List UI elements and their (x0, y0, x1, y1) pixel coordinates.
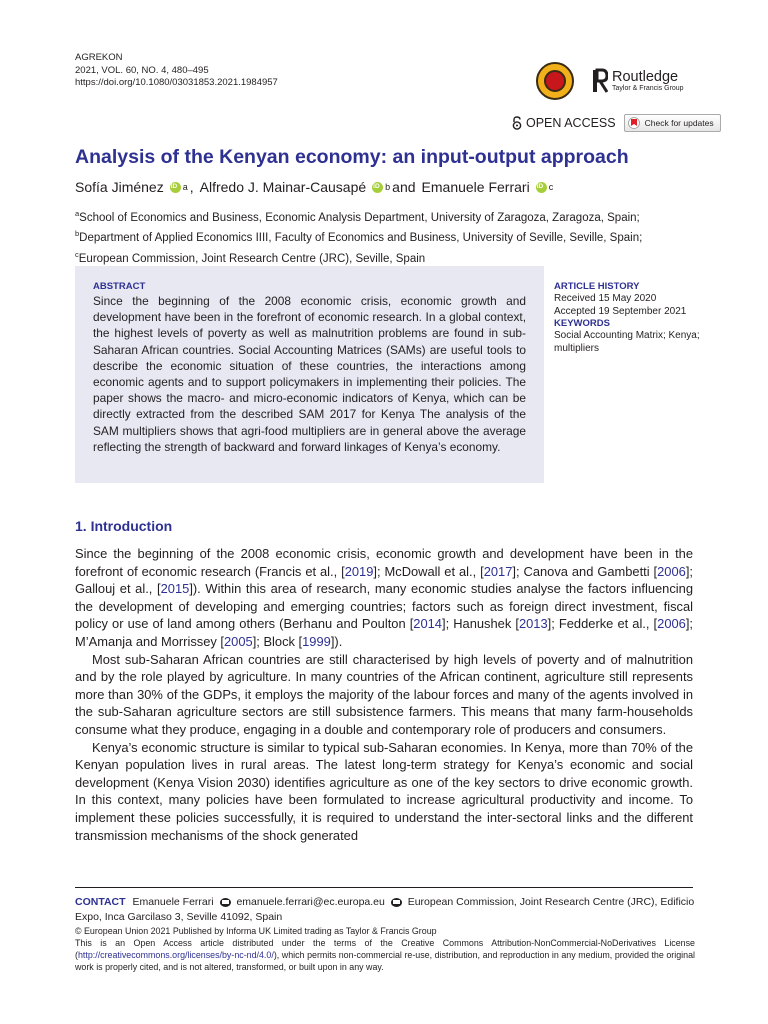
license-text-before: This is an Open Access article distributed under the terms of the Creative Commons Attribution-NonCommercial-NoDerivatives License ( (75, 938, 695, 960)
crossmark-icon (628, 117, 640, 129)
author-name[interactable]: Alfredo J. Mainar-Causapé (199, 179, 367, 195)
received-date: Received 15 May 2020 (554, 293, 657, 304)
affiliation-sup: a (75, 209, 80, 218)
contact-name: Emanuele Ferrari (132, 896, 214, 908)
citation-link[interactable]: 1999 (302, 633, 331, 649)
affiliation-text: Department of Applied Economics IIII, Faculty of Economics and Business, University of Seville, Seville, Spain; (79, 232, 643, 245)
citation-link[interactable]: 2006 (657, 616, 686, 632)
journal-name: AGREKON (75, 52, 123, 63)
open-access-label: OPEN ACCESS (526, 116, 616, 130)
paragraph-2: Most sub-Saharan African countries are still characterised by high levels of poverty and of malnutrition and by the role played by agriculture. In many countries of the African continent, agriculture still represents more than 30% of the GDPs, it employs the majority of the labour forces and many of the agents involved in the sub-Saharan agriculture sectors are still subsistence farmers. This means that many farm-households consume what they produce, engaging in a double and contemporary role of producers and consumers. (75, 651, 693, 737)
keywords-text: Social Accounting Matrix; Kenya; multipliers (554, 330, 700, 354)
paragraph-text: ]). (330, 633, 343, 649)
copyright-line: © European Union 2021 Published by Informa UK Limited trading as Taylor & Francis Group (75, 926, 437, 936)
article-sidebar (554, 281, 704, 355)
abstract-text: Since the beginning of the 2008 economic crisis, economic growth and development have been in the forefront of economic research. In a global context, the highest levels of poverty as well as malnutrition problems are found in sub-Saharan African countries. Social Accounting Matrices (SAMs) are useful tools to describe the economic situation of these countries, the interactions among economic agents and to support policymakers in implementing their policies. The paper shows the macro- and micro-economic indicators of Kenya, which can be directly extracted from the described SAM 2017 for Kenya The analysis of the SAM multipliers shows that agri-food multipliers are in general above the average reflecting the strength of backward and forward linkages of Kenya’s economy. (93, 294, 526, 454)
footnote-rule (75, 887, 693, 888)
journal-info (75, 52, 278, 90)
orcid-icon[interactable] (372, 182, 383, 193)
keywords-label: KEYWORDS (554, 318, 610, 329)
license-text-after: ), which permits non-commercial re-use, distribution, and reproduction in any medium, provided the original work is properly cited, and is not altered, transformed, or built upon in any way. (75, 950, 695, 972)
author-separator: and (392, 179, 416, 195)
author-affil-sup: c (548, 182, 554, 192)
affiliation-sup: c (75, 249, 79, 259)
author-name[interactable]: Emanuele Ferrari (421, 179, 530, 195)
access-row (512, 114, 721, 132)
abstract-box (75, 266, 544, 483)
author-affil-sup: a (182, 182, 188, 192)
email-icon (220, 898, 231, 907)
orcid-icon[interactable] (170, 182, 181, 193)
routledge-r-icon (592, 68, 608, 94)
citation-link[interactable]: 2013 (518, 616, 548, 632)
abstract-label: ABSTRACT (93, 281, 146, 292)
open-lock-icon (512, 116, 522, 130)
paragraph-text: ]; Gallouj et al., [ (75, 563, 693, 597)
open-access-badge (512, 116, 616, 130)
citation-link[interactable]: 2014 (413, 616, 442, 632)
body-text (75, 545, 693, 844)
journal-issue: 2021, VOL. 60, NO. 4, 480–495 (75, 64, 209, 76)
journal-seal-icon (536, 62, 574, 100)
paragraph-3: Kenya’s economic structure is similar to typical sub-Saharan economies. In Kenya, more than 70% of the Kenyan population lives in rural areas. The latest long-term strategy for Kenya’s economic and social development (Kenya Vision 2030) identifies agriculture as one of the key sectors to drive economic growth. In this context, many policies have been formulated to increase agricultural productivity and income. To implement these policies successfully, it is required to understand the inter-sectoral links and the different transmission mechanisms of the shock generated (75, 739, 693, 843)
citation-link[interactable]: 2015 (160, 581, 190, 597)
contact-address: European Commission, Joint Research Centre (JRC), Edificio Expo, Inca Garcilaso 3, Seville 41092, Spain (75, 896, 695, 923)
paragraph-text: ]; Block [ (252, 633, 303, 649)
check-updates-button[interactable] (624, 114, 721, 132)
paragraph-text: ]; Hanushek [ (441, 616, 519, 632)
accepted-date: Accepted 19 September 2021 (554, 305, 687, 317)
section-heading: 1. Introduction (75, 518, 173, 534)
citation-link[interactable]: 2005 (224, 633, 253, 649)
publisher-name: Routledge (612, 69, 679, 85)
license-text (75, 937, 695, 973)
contact-info (75, 895, 695, 924)
affiliation-line (75, 206, 642, 226)
paragraph-text: ]; McDowall et al., [ (373, 563, 484, 579)
history-label: ARTICLE HISTORY (554, 281, 640, 292)
orcid-icon[interactable] (536, 182, 547, 193)
paragraph-text: Since the beginning of the 2008 economic crisis, economic growth and development have been in the forefront of economic research (Francis et al., [ (75, 546, 693, 579)
affiliation-line (75, 226, 642, 246)
author-affil-sup: b (385, 182, 391, 192)
affiliation-text: School of Economics and Business, Economic Analysis Department, University of Zaragoza, Zaragoza, Spain; (79, 211, 640, 224)
citation-link[interactable]: 2017 (483, 563, 513, 579)
paragraph-text: ]; M’Amanja and Morrissey [ (75, 616, 694, 649)
affiliation-line (75, 247, 642, 267)
author-name[interactable]: Sofía Jiménez (75, 179, 164, 195)
publisher-sub: Taylor & Francis Group (612, 85, 684, 92)
citation-link[interactable]: 2019 (344, 563, 374, 579)
article-title: Analysis of the Kenyan economy: an input-output approach (75, 146, 629, 168)
affiliations (75, 206, 642, 267)
doi-link[interactable]: https://doi.org/10.1080/03031853.2021.1984957 (75, 77, 278, 88)
contact-label: CONTACT (75, 896, 126, 908)
author-separator: , (189, 179, 194, 195)
author-list (75, 179, 561, 195)
check-updates-label: Check for updates (644, 118, 714, 128)
paragraph-1 (75, 545, 693, 651)
paragraph-text: ]; Fedderke et al., [ (547, 616, 658, 632)
license-block (75, 925, 695, 973)
paragraph-text: ]). Within this area of research, many economic studies analyse the factors influencing the development of developing and emerging countries; factors such as foreign direct investment, fiscal policy or use of land among others (Berhanu and Poulton [ (75, 581, 693, 632)
license-link[interactable]: http://creativecommons.org/licenses/by-nc-nd/4.0/ (77, 950, 274, 960)
contact-email[interactable]: emanuele.ferrari@ec.europa.eu (236, 896, 385, 908)
address-icon (391, 898, 402, 907)
affiliation-text: European Commission, Joint Research Centre (JRC), Seville, Spain (78, 252, 426, 265)
paragraph-text: ]; Canova and Gambetti [ (512, 563, 658, 579)
citation-link[interactable]: 2006 (657, 563, 686, 579)
logos (536, 62, 684, 100)
publisher-logo[interactable] (592, 68, 684, 94)
affiliation-sup: b (75, 229, 80, 239)
